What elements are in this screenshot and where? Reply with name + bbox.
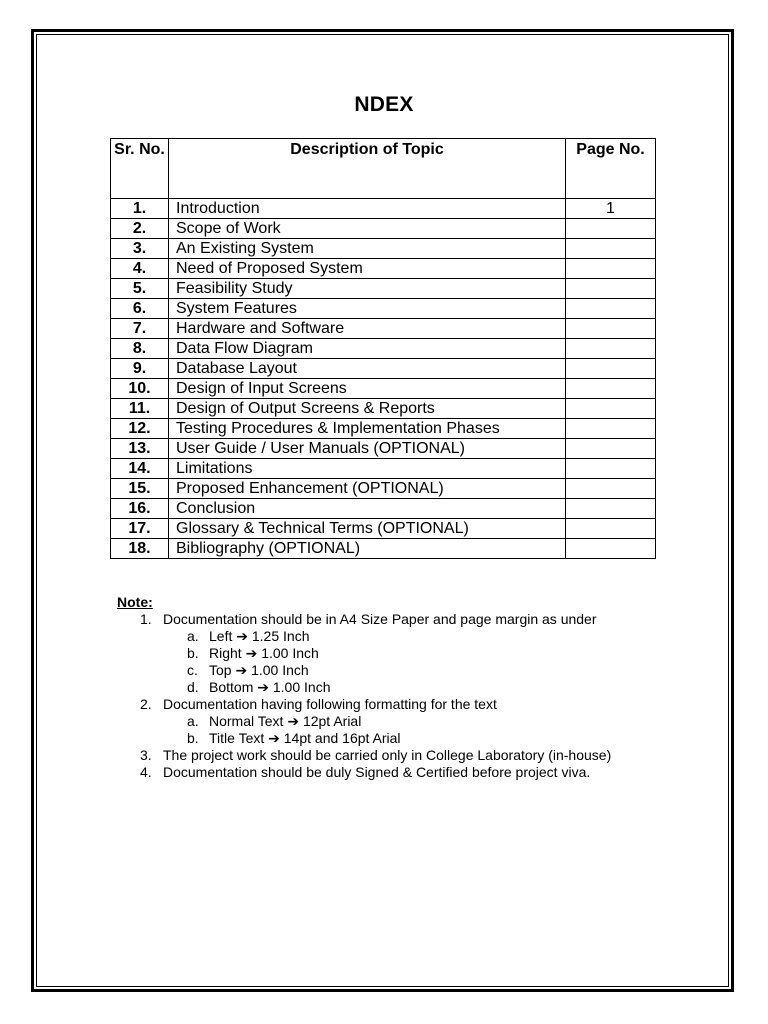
row-page-number bbox=[566, 439, 656, 459]
table-row bbox=[111, 279, 656, 299]
row-topic: Hardware and Software bbox=[169, 319, 566, 339]
row-topic: System Features bbox=[169, 299, 566, 319]
header-page-no: Page No. bbox=[566, 139, 656, 199]
note-list bbox=[117, 611, 611, 781]
row-page-number bbox=[566, 519, 656, 539]
note-sub-item bbox=[117, 679, 611, 696]
note-sub-item-label: Left bbox=[209, 628, 233, 644]
table-row bbox=[111, 539, 656, 559]
row-number: 11. bbox=[111, 399, 169, 419]
table-row bbox=[111, 219, 656, 239]
row-page-number bbox=[566, 459, 656, 479]
note-sub-item-letter: a. bbox=[187, 713, 199, 729]
table-row bbox=[111, 419, 656, 439]
note-sub-item-value: 1.00 Inch bbox=[251, 662, 309, 678]
table-row bbox=[111, 239, 656, 259]
row-topic: Database Layout bbox=[169, 359, 566, 379]
row-number: 15. bbox=[111, 479, 169, 499]
table-row bbox=[111, 499, 656, 519]
table-row bbox=[111, 479, 656, 499]
row-page-number bbox=[566, 499, 656, 519]
row-page-number bbox=[566, 239, 656, 259]
note-item-text: The project work should be carried only in College Laboratory (in-house) bbox=[163, 747, 612, 763]
row-number: 17. bbox=[111, 519, 169, 539]
index-table bbox=[110, 138, 656, 559]
page-title: NDEX bbox=[354, 93, 414, 116]
row-number: 3. bbox=[111, 239, 169, 259]
note-sub-item bbox=[117, 628, 611, 645]
arrow-right-icon: ➔ bbox=[241, 645, 262, 661]
row-page-number bbox=[566, 359, 656, 379]
row-number: 4. bbox=[111, 259, 169, 279]
note-sub-item bbox=[117, 662, 611, 679]
note-sub-item-label: Normal Text bbox=[209, 713, 284, 729]
row-number: 13. bbox=[111, 439, 169, 459]
note-item-number: 4. bbox=[140, 764, 152, 780]
row-page-number bbox=[566, 399, 656, 419]
row-page-number bbox=[566, 479, 656, 499]
header-description: Description of Topic bbox=[169, 139, 566, 199]
table-row bbox=[111, 259, 656, 279]
row-page-number bbox=[566, 319, 656, 339]
table-header-row bbox=[111, 139, 656, 199]
note-sub-item bbox=[117, 713, 611, 730]
note-sub-item-letter: c. bbox=[187, 662, 198, 678]
note-item bbox=[117, 696, 611, 713]
note-item bbox=[117, 611, 611, 628]
note-sub-item-value: 1.00 Inch bbox=[261, 645, 319, 661]
row-number: 12. bbox=[111, 419, 169, 439]
row-topic: Feasibility Study bbox=[169, 279, 566, 299]
table-row bbox=[111, 459, 656, 479]
table-row bbox=[111, 199, 656, 219]
row-number: 18. bbox=[111, 539, 169, 559]
row-topic: Proposed Enhancement (OPTIONAL) bbox=[169, 479, 566, 499]
note-sub-item-label: Bottom bbox=[209, 679, 254, 695]
note-sub-item-value: 1.25 Inch bbox=[251, 628, 310, 644]
table-row bbox=[111, 299, 656, 319]
arrow-right-icon: ➔ bbox=[232, 628, 252, 644]
row-topic: Conclusion bbox=[169, 499, 566, 519]
header-sr-no: Sr. No. bbox=[111, 139, 169, 199]
note-sub-item-label: Right bbox=[209, 645, 242, 661]
row-page-number bbox=[566, 379, 656, 399]
row-number: 10. bbox=[111, 379, 169, 399]
table-row bbox=[111, 439, 656, 459]
note-sub-item-label: Top bbox=[209, 662, 232, 678]
note-sub-item-letter: b. bbox=[187, 730, 199, 746]
note-sub-item-value: 1.00 Inch bbox=[272, 679, 331, 695]
row-number: 6. bbox=[111, 299, 169, 319]
row-page-number: 1 bbox=[566, 199, 656, 219]
note-sub-item-letter: a. bbox=[187, 628, 199, 644]
arrow-right-icon: ➔ bbox=[253, 679, 273, 695]
note-sub-item-value: 12pt Arial bbox=[302, 713, 362, 729]
row-page-number bbox=[566, 539, 656, 559]
note-sub-item bbox=[117, 730, 611, 747]
note-sub-item-letter: d. bbox=[187, 679, 199, 695]
row-number: 2. bbox=[111, 219, 169, 239]
note-sub-item-label: Title Text bbox=[209, 730, 265, 746]
row-topic: User Guide / User Manuals (OPTIONAL) bbox=[169, 439, 566, 459]
row-number: 9. bbox=[111, 359, 169, 379]
row-topic: Glossary & Technical Terms (OPTIONAL) bbox=[169, 519, 566, 539]
row-page-number bbox=[566, 299, 656, 319]
table-row bbox=[111, 399, 656, 419]
row-topic: Design of Input Screens bbox=[169, 379, 566, 399]
row-page-number bbox=[566, 339, 656, 359]
row-page-number bbox=[566, 419, 656, 439]
row-topic: Data Flow Diagram bbox=[169, 339, 566, 359]
row-topic: An Existing System bbox=[169, 239, 566, 259]
note-item-text: Documentation should be duly Signed & Certified before project viva. bbox=[163, 764, 591, 780]
table-body bbox=[111, 199, 656, 559]
note-item-number: 3. bbox=[140, 747, 152, 763]
note-item-number: 2. bbox=[140, 696, 152, 712]
row-topic: Design of Output Screens & Reports bbox=[169, 399, 566, 419]
row-topic: Introduction bbox=[169, 199, 566, 219]
arrow-right-icon: ➔ bbox=[231, 662, 252, 678]
row-number: 8. bbox=[111, 339, 169, 359]
row-number: 14. bbox=[111, 459, 169, 479]
note-item-text: Documentation having following formatting for the text bbox=[163, 696, 497, 712]
note-item bbox=[117, 747, 611, 764]
table-row bbox=[111, 519, 656, 539]
table-row bbox=[111, 319, 656, 339]
arrow-right-icon: ➔ bbox=[283, 713, 303, 729]
row-number: 16. bbox=[111, 499, 169, 519]
row-page-number bbox=[566, 259, 656, 279]
note-item-text: Documentation should be in A4 Size Paper and page margin as under bbox=[163, 611, 597, 627]
row-page-number bbox=[566, 279, 656, 299]
table-row bbox=[111, 359, 656, 379]
row-number: 5. bbox=[111, 279, 169, 299]
row-topic: Bibliography (OPTIONAL) bbox=[169, 539, 566, 559]
row-page-number bbox=[566, 219, 656, 239]
note-sub-item-letter: b. bbox=[187, 645, 199, 661]
note-section bbox=[117, 594, 611, 781]
note-item-number: 1. bbox=[140, 611, 152, 627]
row-topic: Need of Proposed System bbox=[169, 259, 566, 279]
note-label: Note: bbox=[117, 594, 153, 610]
table-row bbox=[111, 339, 656, 359]
row-number: 1. bbox=[111, 199, 169, 219]
row-topic: Limitations bbox=[169, 459, 566, 479]
row-topic: Testing Procedures & Implementation Phases bbox=[169, 419, 566, 439]
table-row bbox=[111, 379, 656, 399]
note-sub-item-value: 14pt and 16pt Arial bbox=[283, 730, 401, 746]
note-sub-item bbox=[117, 645, 611, 662]
note-item bbox=[117, 764, 611, 781]
arrow-right-icon: ➔ bbox=[264, 730, 284, 746]
row-number: 7. bbox=[111, 319, 169, 339]
row-topic: Scope of Work bbox=[169, 219, 566, 239]
